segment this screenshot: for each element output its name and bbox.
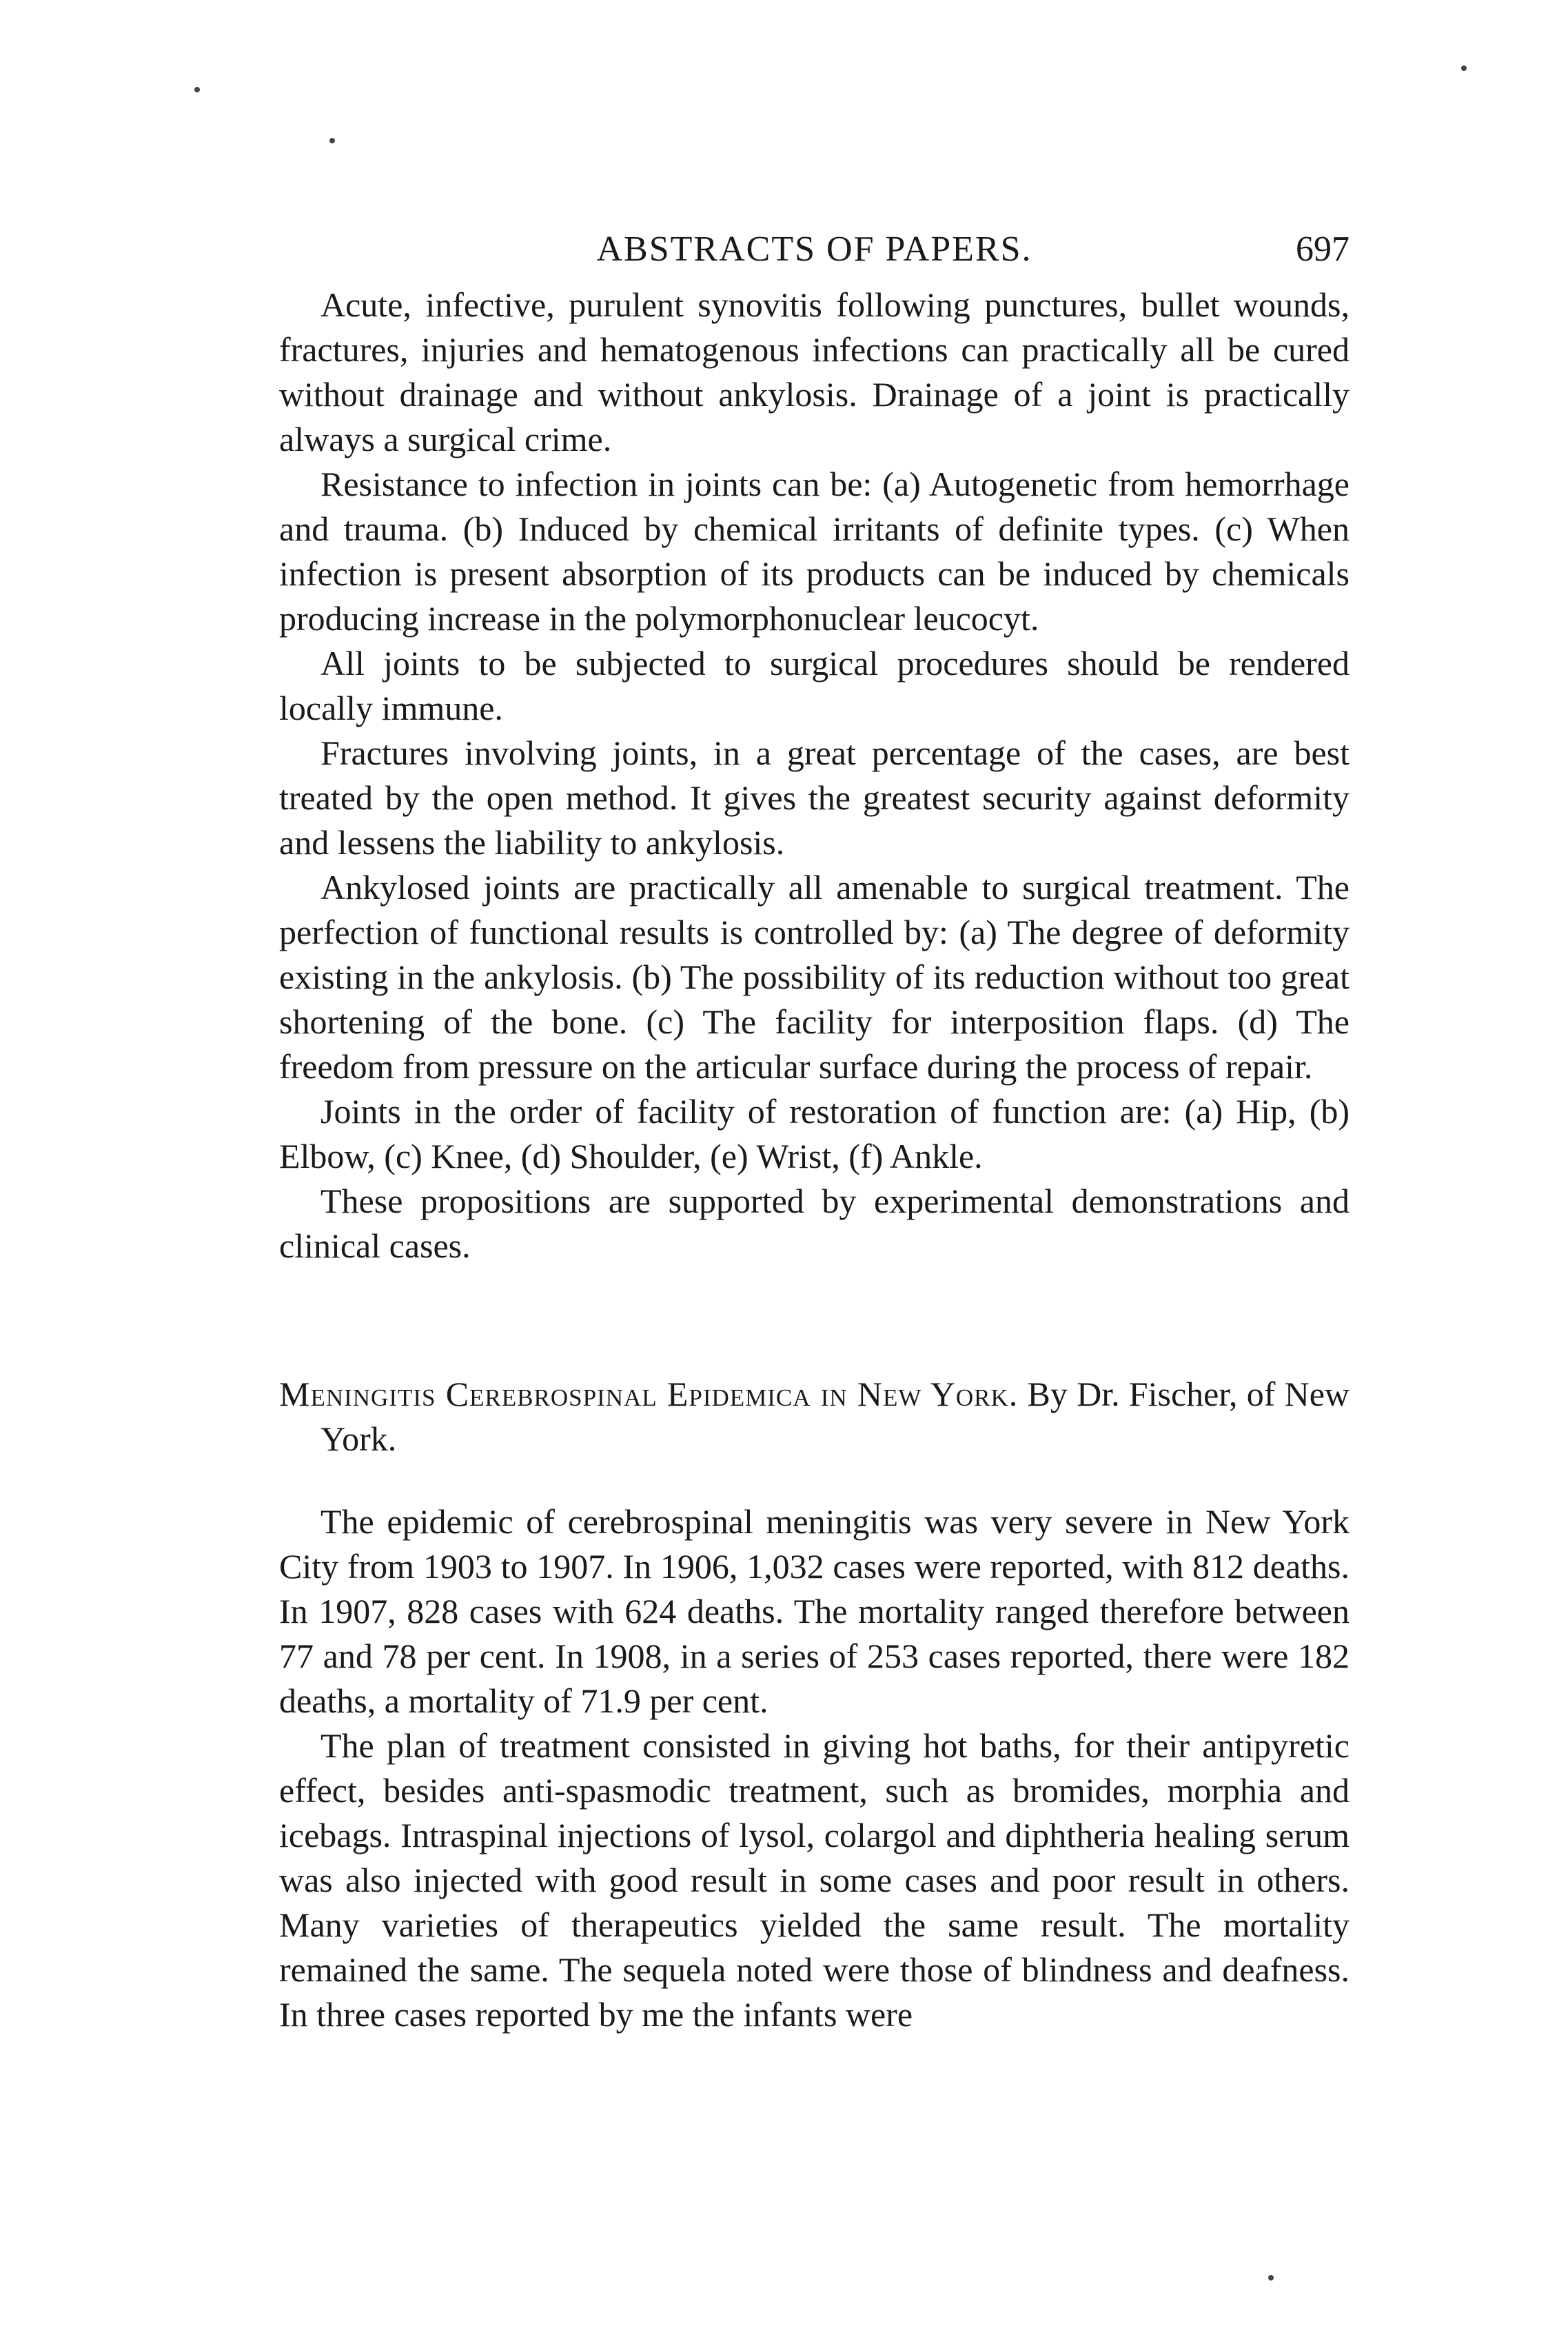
page-number: 697	[1296, 230, 1350, 269]
paragraph: The epidemic of cerebrospinal meningitis was very severe in New York City from 1903 to 1907. In 1906, 1,032 cases were reported, with 812 deaths. In 1907, 828 cases with 624 deaths. The mortality ranged therefore between 77 and 78 per cent. In 1908, in a series of 253 cases reported, there were 182 deaths, a mortality of 71.9 per cent.	[279, 1502, 1350, 1720]
section-body	[279, 1499, 1350, 2037]
paragraph: Resistance to infection in joints can be: (a) Autogenetic from hemorrhage and trauma. (b) Induced by chemical irritants of definite types. (c) When infection is present absorption of its products can be induced by chemicals producing increase in the polymorphonuclear leucocyt.	[279, 465, 1350, 638]
paragraph: Joints in the order of facility of restoration of function are: (a) Hip, (b) Elbow, (c) Knee, (d) Shoulder, (e) Wrist, (f) Ankle.	[279, 1092, 1350, 1175]
scan-speck	[329, 138, 335, 143]
scan-speck	[194, 87, 200, 92]
section-heading	[279, 1372, 1350, 1462]
paragraph: Ankylosed joints are practically all amenable to surgical treatment. The perfection of functional results is controlled by: (a) The degree of deformity existing in the ankylosis. (b) The possibility of its reduction without too great shortening of the bone. (c) The facility for interposition flaps. (d) The freedom from pressure on the articular surface during the process of repair.	[279, 868, 1350, 1086]
paragraph: These propositions are supported by experimental demonstrations and clinical cases.	[279, 1182, 1350, 1265]
scan-speck	[1461, 65, 1467, 71]
paragraph: Fractures involving joints, in a great percentage of the cases, are best treated by the open method. It gives the greatest security against deformity and lessens the liability to ankylosis.	[279, 734, 1350, 862]
section-byline: By Dr. Fischer, of New York.	[320, 1375, 1350, 1458]
scan-speck	[1268, 2275, 1274, 2281]
paragraph: Acute, infective, purulent synovitis following punctures, bullet wounds, fractures, injuries and hematogenous infections can practically all be cured without drainage and without ankylosis. Drainage of a joint is practically always a surgical crime.	[279, 285, 1350, 458]
section-title: Meningitis Cerebrospinal Epidemica in New York.	[279, 1375, 1019, 1413]
page-header	[279, 222, 1350, 277]
page-content	[279, 283, 1350, 2037]
paragraph: All joints to be subjected to surgical procedures should be rendered locally immune.	[279, 644, 1350, 727]
paragraph: The plan of treatment consisted in giving hot baths, for their antipyretic effect, besides anti-spasmodic treatment, such as bromides, morphia and icebags. Intraspinal injections of lysol, colargol and diphtheria healing serum was also injected with good result in some cases and poor result in others. Many varieties of therapeutics yielded the same result. The mortality remained the same. The sequela noted were those of blindness and deafness. In three cases reported by me the infants were	[279, 1726, 1350, 2034]
running-head: ABSTRACTS OF PAPERS.	[596, 230, 1032, 269]
